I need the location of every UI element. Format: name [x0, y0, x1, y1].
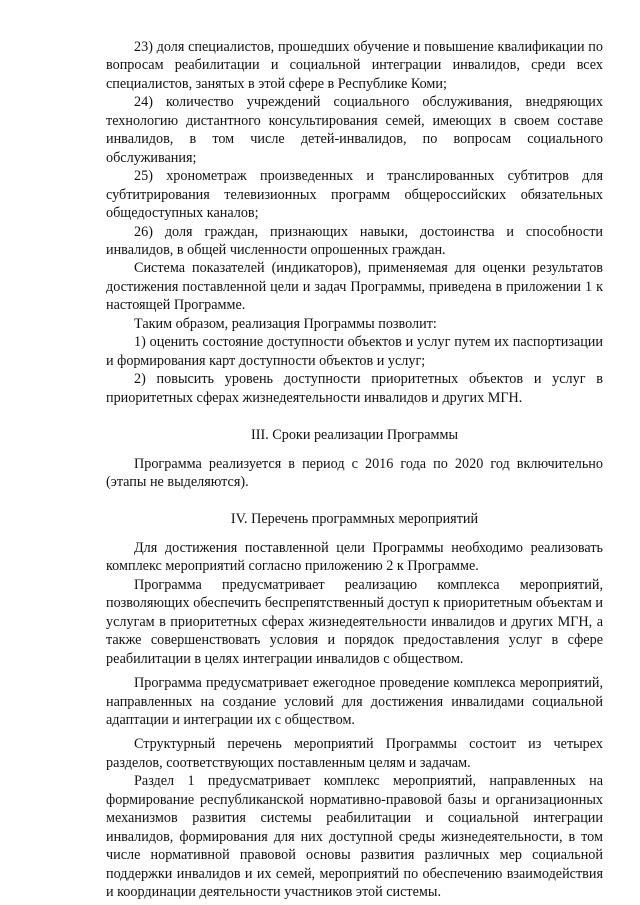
paragraph-item-26: 26) доля граждан, признающих навыки, достоинства и способности инвалидов, в общей численности опрошенных граждан.: [106, 223, 603, 258]
section-4-paragraph: Раздел 1 предусматривает комплекс мероприятий, направленных на формирование республиканской нормативно-правовой базы и организационных механизмов развития системы реабилитации и социальной интеграции инвалидов, формирования для них доступной среды жизнедеятельности, в том числе нормативной правовой основы развития различных мер социальной поддержки инвалидов и их семей, мероприятий по обеспечению взаимодействия и координации деятельности участников этой системы.: [106, 773, 603, 901]
paragraph-allow-item-1: 1) оценить состояние доступности объектов и услуг путем их паспортизации и формирования карт доступности объектов и услуг;: [106, 334, 603, 369]
paragraph-indicators-system: Система показателей (индикаторов), применяемая для оценки результатов достижения поставленной цели и задач Программы, приведена в приложении 1 к настоящей Программе.: [106, 260, 603, 314]
section-4-paragraph: Для достижения поставленной цели Программы необходимо реализовать комплекс мероприятий согласно приложению 2 к Программе.: [106, 539, 603, 575]
paragraph-item-23: 23) доля специалистов, прошедших обучение и повышение квалификации по вопросам реабилитации и социальной интеграции инвалидов, среди всех специалистов, занятых в этой сфере в Республике Коми;: [106, 39, 603, 92]
section-4-heading: IV. Перечень программных мероприятий: [230, 511, 479, 528]
section-3-heading: III. Сроки реализации Программы: [251, 427, 458, 444]
section-3-text: Программа реализуется в период с 2016 года по 2020 год включительно (этапы не выделяются).: [106, 455, 603, 490]
document-page: [106, 38, 603, 901]
paragraph-item-24: 24) количество учреждений социального обслуживания, внедряющих технологию дистантного консультирования семей, имеющих в своем составе инвалидов, в том числе детей-инвалидов, по вопросам социального обслуживания;: [106, 94, 603, 166]
section-4-paragraph: Программа предусматривает реализацию комплекса мероприятий, позволяющих обеспечить беспрепятственный доступ к приоритетным объектам и услугам в приоритетных сферах жизнедеятельности инвалидов и других МГН, а также совершенствовать условия и порядок предоставления услуг в сфере реабилитации в целях интеграции инвалидов с обществом.: [106, 576, 603, 667]
paragraph-item-25: 25) хронометраж произведенных и транслированных субтитров для субтитрирования телевизионных программ общероссийских обязательных общедоступных каналов;: [106, 168, 603, 222]
section-4-paragraph: Структурный перечень мероприятий Программы состоит из четырех разделов, соответствующих поставленным целям и задачам.: [106, 736, 603, 771]
paragraph-program-allows: Таким образом, реализация Программы позволит:: [134, 315, 437, 332]
paragraph-allow-item-2: 2) повысить уровень доступности приоритетных объектов и услуг в приоритетных сферах жизнедеятельности инвалидов и других МГН.: [106, 371, 603, 406]
section-4-paragraph: Программа предусматривает ежегодное проведение комплекса мероприятий, направленных на создание условий для достижения инвалидами социальной адаптации и интеграции их с обществом.: [106, 675, 603, 728]
